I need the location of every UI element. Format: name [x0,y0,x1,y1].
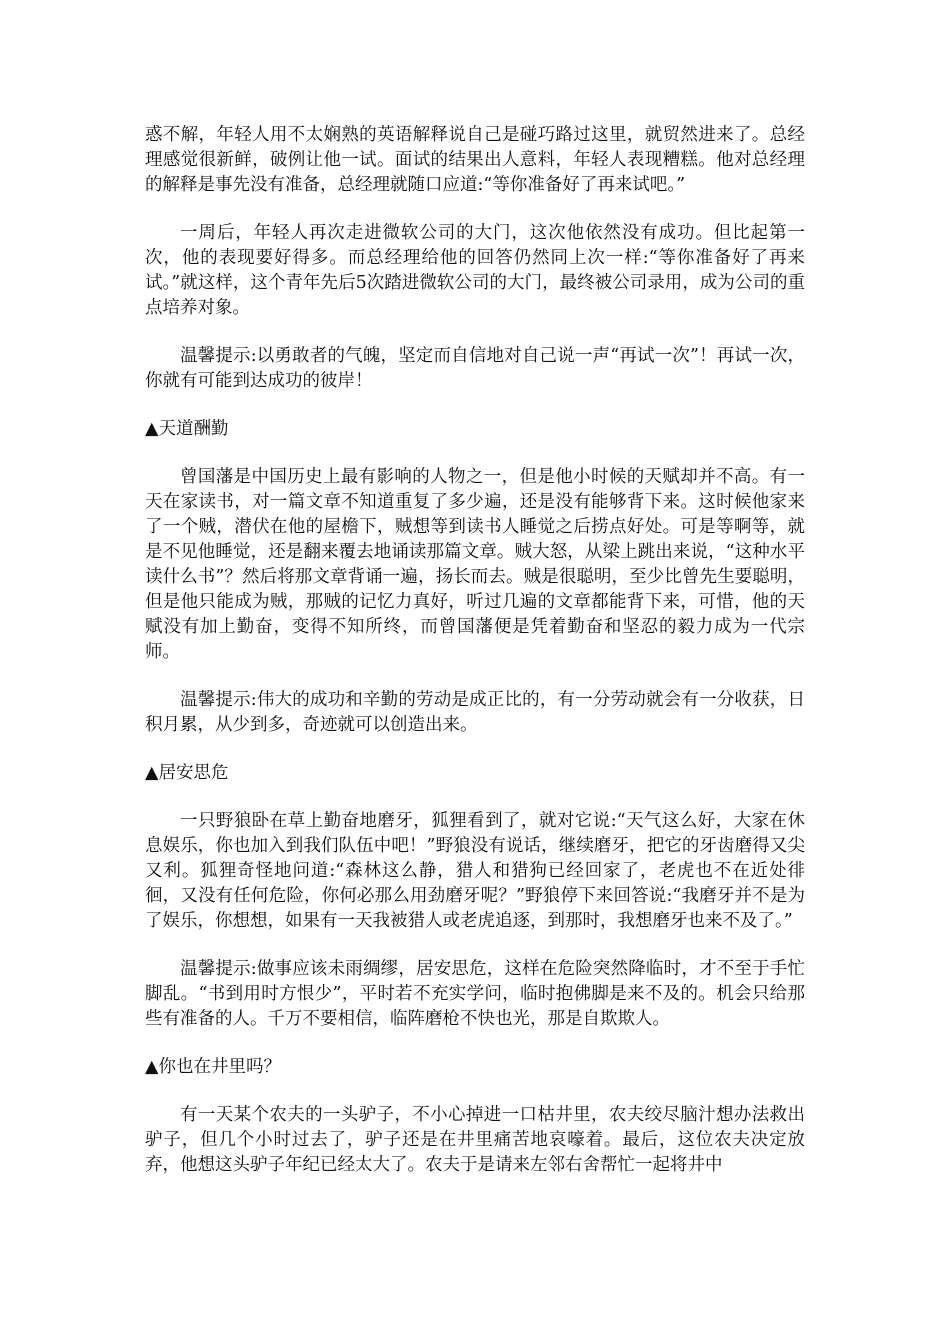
paragraph-tip-try-again: 温馨提示:以勇敢者的气魄，坚定而自信地对自己说一声“再试一次”！再试一次，你就有可能到达成功的彼岸！ [145,346,805,391]
document-page [145,123,805,1201]
paragraph-donkey-story: 有一天某个农夫的一头驴子，不小心掉进一口枯井里，农夫绞尽脑汁想办法救出驴子，但几个小时过去了，驴子还是在井里痛苦地哀嚎着。最后，这位农夫决定放弃，他想这头驴子年纪已经太大了。农夫于是请来左邻右舍帮忙一起将井中 [145,1105,805,1175]
paragraph-tip-hard-work: 温馨提示:伟大的成功和辛勤的劳动是成正比的，有一分劳动就会有一分收获，日积月累，从少到多，奇迹就可以创造出来。 [145,690,805,735]
paragraph-zeng-guofan-story: 曾国藩是中国历史上最有影响的人物之一，但是他小时候的天赋却并不高。有一天在家读书，对一篇文章不知道重复了多少遍，还是没有能够背下来。这时候他家来了一个贼，潜伏在他的屋檐下，贼想等到读书人睡觉之后捞点好处。可是等啊等，就是不见他睡觉，还是翻来覆去地诵读那篇文章。贼大怒，从梁上跳出来说，“这种水平读什么书”？然后将那文章背诵一遍，扬长而去。贼是很聪明，至少比曾先生要聪明，但是他只能成为贼，那贼的记忆力真好，听过几遍的文章都能背下来，可惜，他的天赋没有加上勤奋，变得不知所终，而曾国藩便是凭着勤奋和坚忍的毅力成为一代宗师。 [145,467,805,662]
paragraph-wolf-story: 一只野狼卧在草上勤奋地磨牙，狐狸看到了，就对它说:“天气这么好，大家在休息娱乐，你也加入到我们队伍中吧！”野狼没有说话，继续磨牙，把它的牙齿磨得又尖又利。狐狸奇怪地问道:“森林这么静，猎人和猎狗已经回家了，老虎也不在近处徘徊，又没有任何危险，你何必那么用劲磨牙呢？”野狼停下来回答说:“我磨牙并不是为了娱乐，你想想，如果有一天我被猎人或老虎追逐，到那时，我想磨牙也来不及了。” [145,811,805,931]
section-heading-in-the-well: ▲你也在井里吗？ [145,1057,281,1077]
paragraph-interview-story: 惑不解，年轻人用不太娴熟的英语解释说自己是碰巧路过这里，就贸然进来了。总经理感觉很新鲜，破例让他一试。面试的结果出人意料，年轻人表现糟糕。他对总经理的解释是事先没有准备，总经理就随口应道:“等你准备好了再来试吧。” [145,125,805,195]
paragraph-tip-preparation: 温馨提示:做事应该未雨绸缪，居安思危，这样在危险突然降临时，才不至于手忙脚乱。“书到用时方恨少”，平时若不充实学问，临时抱佛脚是来不及的。机会只给那些有准备的人。千万不要相信，临阵磨枪不快也光，那是自欺欺人。 [145,959,805,1029]
section-heading-prepare-for-danger: ▲居安思危 [145,763,229,783]
section-heading-diligence: ▲天道酬勤 [145,419,229,439]
paragraph-microsoft-return: 一周后，年轻人再次走进微软公司的大门，这次他依然没有成功。但比起第一次，他的表现要好得多。而总经理给他的回答仍然同上次一样:“等你准备好了再来试。”就这样，这个青年先后5次踏进微软公司的大门，最终被公司录用，成为公司的重点培养对象。 [145,223,805,318]
